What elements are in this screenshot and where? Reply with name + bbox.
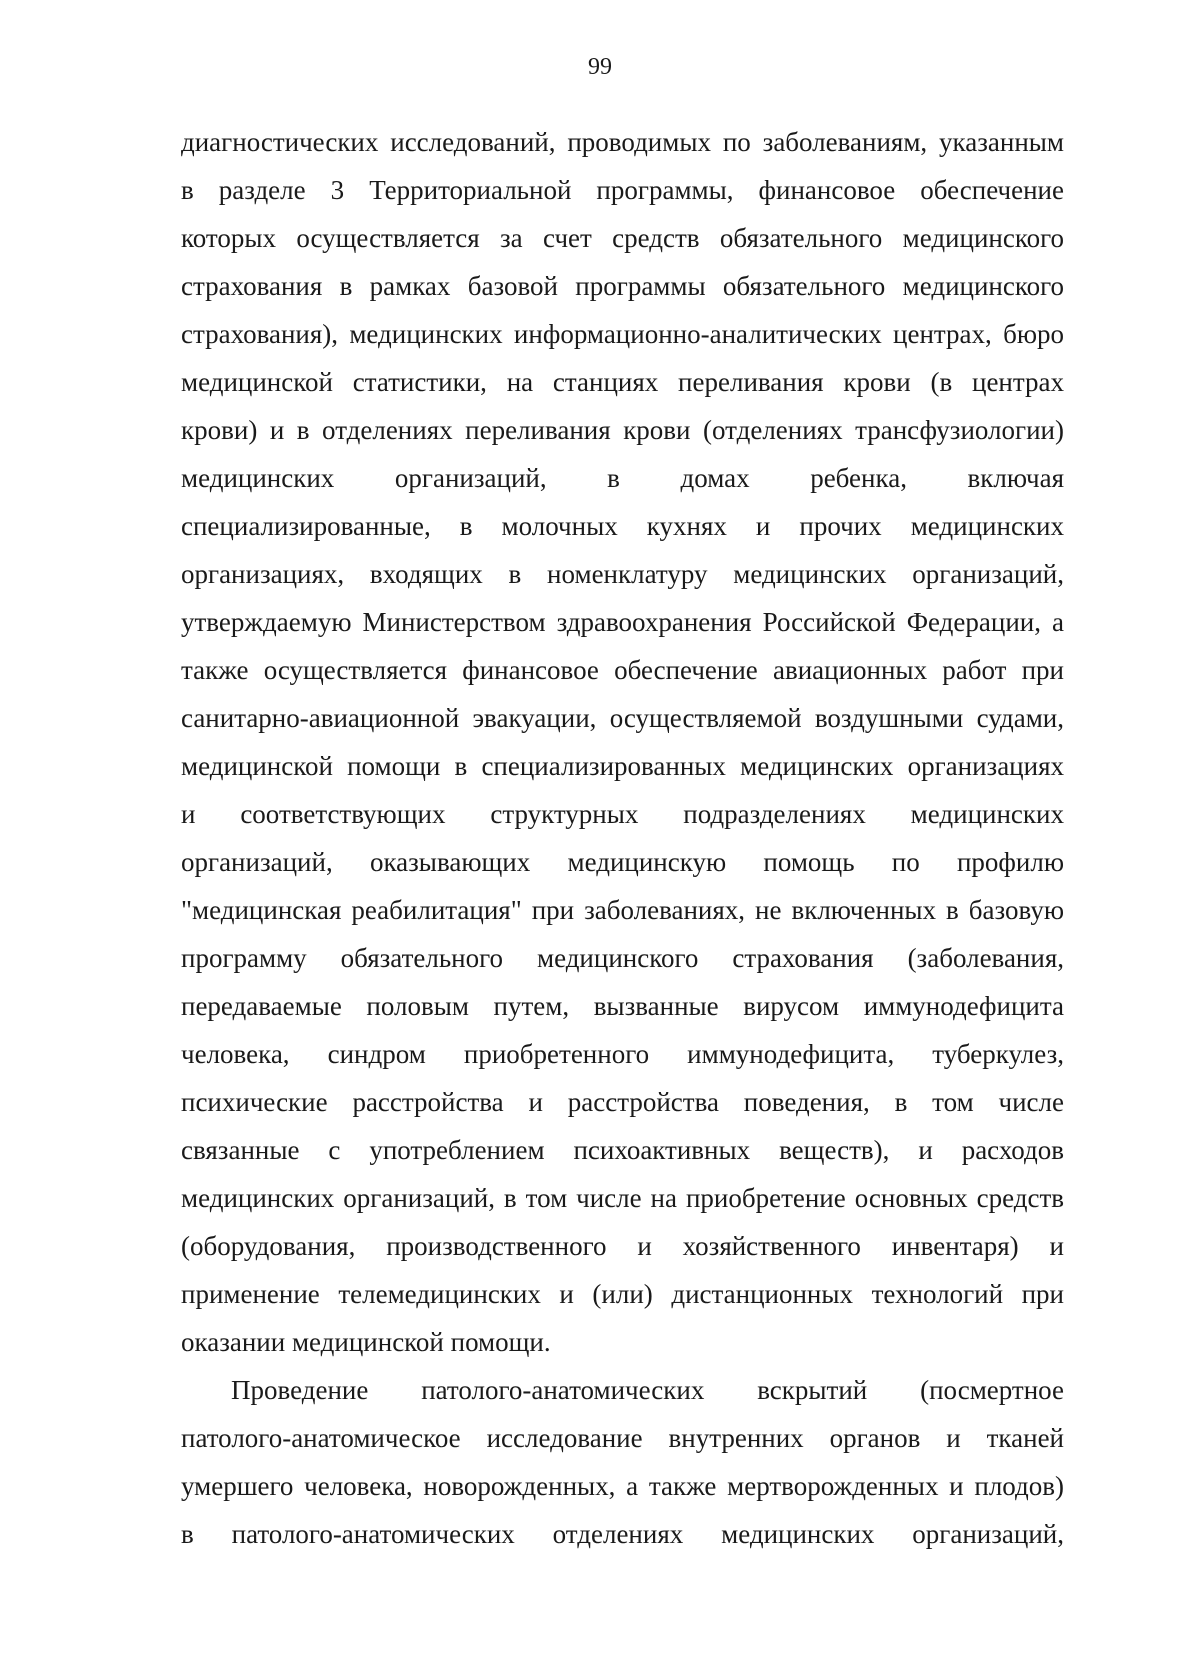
text-line: организациях, входящих в номенклатуру медицинских организаций, xyxy=(181,559,1064,589)
text-line: патолого-анатомическое исследование внутренних органов и тканей xyxy=(181,1423,1064,1453)
text-line: человека, синдром приобретенного иммунодефицита, туберкулез, xyxy=(181,1039,1064,1069)
text-line: психические расстройства и расстройства поведения, в том числе xyxy=(181,1087,1064,1117)
text-line: утверждаемую Министерством здравоохранения Российской Федерации, а xyxy=(181,607,1064,637)
text-line: также осуществляется финансовое обеспечение авиационных работ при xyxy=(181,655,1064,685)
text-line: в патолого-анатомических отделениях медицинских организаций, xyxy=(181,1519,1064,1549)
paragraph-2 xyxy=(181,1366,1064,1558)
text-line: медицинской помощи в специализированных медицинских организациях xyxy=(181,751,1064,781)
text-line: санитарно-авиационной эвакуации, осуществляемой воздушными судами, xyxy=(181,703,1064,733)
text-line: Проведение патолого-анатомических вскрытий (посмертное xyxy=(231,1375,1064,1405)
text-line: связанные с употреблением психоактивных веществ), и расходов xyxy=(181,1135,1064,1165)
text-line: применение телемедицинских и (или) дистанционных технологий при xyxy=(181,1279,1064,1309)
text-line: которых осуществляется за счет средств обязательного медицинского xyxy=(181,223,1064,253)
text-line: "медицинская реабилитация" при заболеваниях, не включенных в базовую xyxy=(181,895,1064,925)
text-line: передаваемые половым путем, вызванные вирусом иммунодефицита xyxy=(181,991,1064,1021)
text-line: медицинских организаций, в домах ребенка, включая xyxy=(181,463,1064,493)
text-line: умершего человека, новорожденных, а также мертворожденных и плодов) xyxy=(181,1471,1064,1501)
text-line: оказании медицинской помощи. xyxy=(181,1327,551,1357)
text-line: страхования в рамках базовой программы обязательного медицинского xyxy=(181,271,1064,301)
text-line: медицинских организаций, в том числе на приобретение основных средств xyxy=(181,1183,1064,1213)
page-number: 99 xyxy=(588,54,612,80)
text-line: организаций, оказывающих медицинскую помощь по профилю xyxy=(181,847,1064,877)
text-line: специализированные, в молочных кухнях и прочих медицинских xyxy=(181,511,1064,541)
text-line: программу обязательного медицинского страхования (заболевания, xyxy=(181,943,1064,973)
body-text xyxy=(181,118,1064,1558)
text-line: медицинской статистики, на станциях переливания крови (в центрах xyxy=(181,367,1064,397)
text-line: диагностических исследований, проводимых по заболеваниям, указанным xyxy=(181,127,1064,157)
text-line: в разделе 3 Территориальной программы, финансовое обеспечение xyxy=(181,175,1064,205)
text-line: крови) и в отделениях переливания крови (отделениях трансфузиологии) xyxy=(181,415,1064,445)
text-line: и соответствующих структурных подразделениях медицинских xyxy=(181,799,1064,829)
text-line: страхования), медицинских информационно-аналитических центрах, бюро xyxy=(181,319,1064,349)
paragraph-1 xyxy=(181,118,1064,1366)
text-line: (оборудования, производственного и хозяйственного инвентаря) и xyxy=(181,1231,1064,1261)
